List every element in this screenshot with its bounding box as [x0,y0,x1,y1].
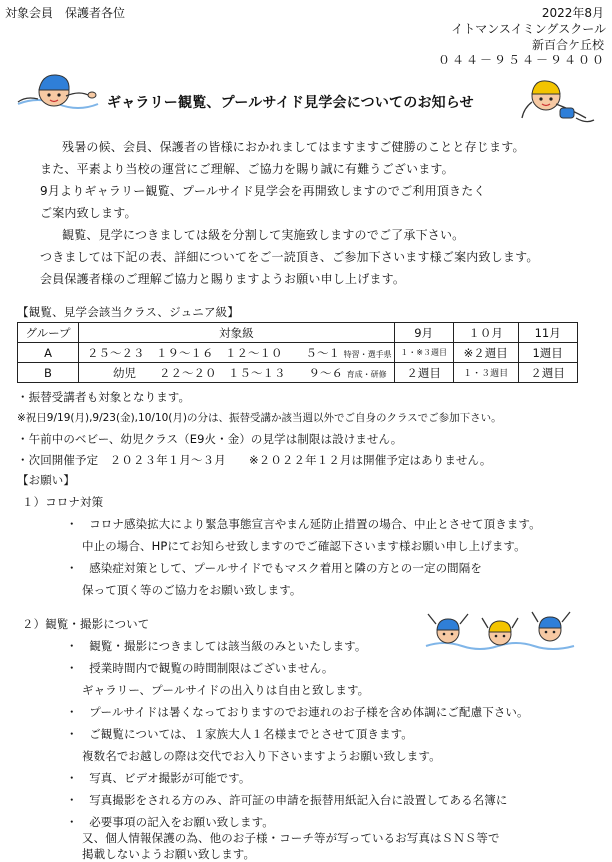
levels-text: 幼児 ２２～２０ １５～１３ ９～６ [113,365,343,380]
note-line-1: ・振替受講者も対象となります。 [17,390,191,404]
photo-line-1: ・ 観覧・撮影につきましては該当級のみといたします。 [66,639,367,653]
corona-line-2: 中止の場合、HPにてお知らせ致しますのでご確認下さいます様お願い申し上げます。 [82,539,526,553]
branch-name: 新百合ケ丘校 [531,38,604,52]
photo-line-8: ・ 写真撮影をされる方のみ、許可証の申請を振替用紙記入台に設置してある名簿に [66,793,508,807]
corona-line-1: ・ コロナ感染拡大により緊急事態宣言やまん延防止措置の場合、中止とさせて頂きます。 [66,517,541,531]
swimmer-yellow-cap-illustration [516,74,598,128]
photo-line-9: ・ 必要事項の記入をお願い致します。 [66,815,274,829]
corona-heading: １）コロナ対策 [22,495,104,509]
kids-swimming-illustration [424,606,576,658]
note-line-3: ・午前中のベビー、幼児クラス（E9火・金）の見学は制限は設けません。 [17,432,403,446]
levels-special: 特習・選手県 [343,349,392,359]
cell-nov: ２週目 [518,363,577,383]
cell-oct: １・３週目 [453,363,518,383]
cell-levels [79,343,395,363]
requests-heading: 【お願い】 [17,473,75,487]
corona-line-3: ・ 感染症対策として、プールサイドでもマスク着用と隣の方との一定の間隔を [66,561,482,575]
cell-sep: ２週目 [394,363,453,383]
class-schedule-table [17,322,578,383]
phone-number: ０４４－９５４－９４００ [437,53,606,67]
table-row [18,363,578,383]
photo-line-2: ・ 授業時間内で観覧の時間制限はございません。 [66,661,334,675]
cell-group: A [18,343,79,363]
photo-line-11: 掲載しないようお願い致します。 [82,847,256,861]
intro-line-1: 残暑の候、会員、保護者の皆様におかれましてはますますご健勝のことと存じます。 [62,140,525,154]
table-row [18,343,578,363]
table-caption: 【観覧、見学会該当クラス、ジュニア級】 [17,305,240,319]
intro-line-4: ご案内致します。 [40,206,137,220]
note-line-2: ※祝日9/19(月),9/23(金),10/10(月)の分は、振替受講か該当週以外でご自身のクラスでご参加下さい。 [17,412,502,424]
note-line-4: ・次回開催予定 ２０２３年１月～３月 ※２０２２年１２月は開催予定はありません。 [17,453,492,467]
photo-line-7: ・ 写真、ビデオ撮影が可能です。 [66,771,251,785]
corona-line-4: 保って頂く等のご協力をお願い致します。 [82,583,302,597]
notice-date: 2022年8月 [541,6,604,20]
cell-group: B [18,363,79,383]
header-nov: 11月 [518,323,577,343]
header-sep: 9月 [394,323,453,343]
photo-heading: ２）観覧・撮影について [22,617,150,631]
cell-oct: ※２週目 [453,343,518,363]
intro-line-2: また、平素より当校の運営にご理解、ご協力を賜り誠に有難うございます。 [40,162,454,176]
photo-line-10: 又、個人情報保護の為、他のお子様・コーチ等が写っているお写真はＳＮＳ等で [82,831,500,845]
intro-line-7: 会員保護者様のご理解ご協力と賜りますようお願い申し上げます。 [40,272,406,286]
notice-title: ギャラリー観覧、プールサイド見学会についてのお知らせ [107,95,474,111]
cell-nov: 1週目 [518,343,577,363]
photo-line-5: ・ ご観覧については、１家族大人１名様までとさせて頂きます。 [66,727,413,741]
levels-text: ２５～２３ １９～１６ １２～１０ ５～１ [87,345,340,360]
cell-sep: １・※３週目 [394,343,453,363]
cell-levels [79,363,395,383]
header-levels: 対象級 [79,323,395,343]
intro-line-3: 9月よりギャラリー観覧、プールサイド見学会を再開致しますのでご利用頂きたく [40,184,486,198]
table-header-row [18,323,578,343]
audience-line: 対象会員 保護者各位 [5,6,126,20]
intro-line-5: 観覧、見学につきましては級を分割して実施致しますのでご了承下さい。 [62,228,465,242]
header-oct: １０月 [453,323,518,343]
photo-line-6: 複数名でお越しの際は交代でお入り下さいますようお願い致します。 [82,749,441,763]
swimmer-blue-cap-illustration [8,66,100,118]
levels-special: 育成・研修 [346,369,387,379]
school-name: イトマンスイミングスクール [451,22,606,36]
photo-line-3: ギャラリー、プールサイドの出入りは自由と致します。 [82,683,370,697]
photo-line-4: ・ プールサイドは暑くなっておりますのでお連れのお子様を含め体調にご配慮下さい。 [66,705,529,719]
header-group: グループ [18,323,79,343]
intro-line-6: つきましては下記の表、詳細についてをご一読頂き、ご参加下さいます様ご案内致します。 [40,250,539,264]
